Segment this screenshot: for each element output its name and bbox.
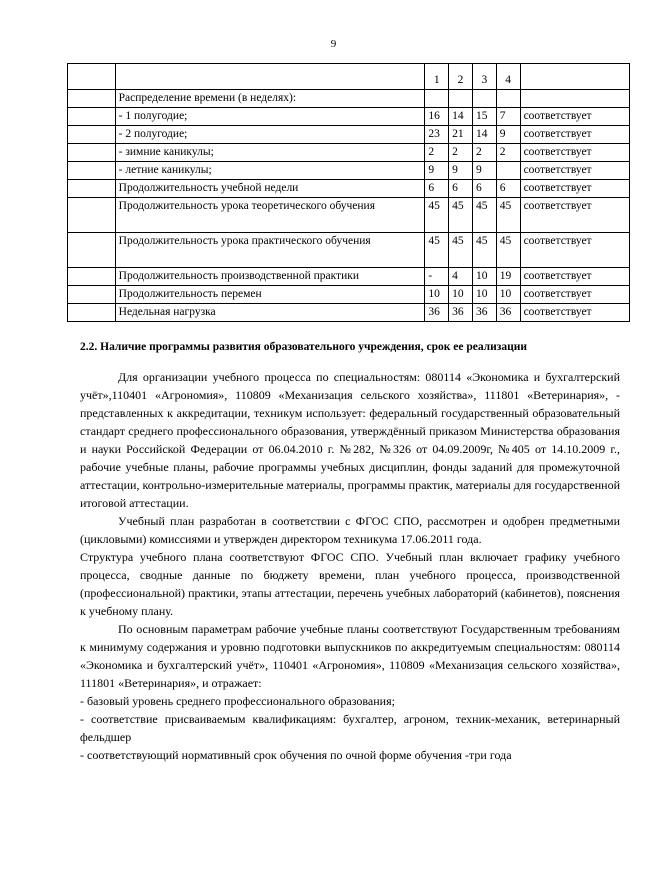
value-cell: 9 <box>425 162 449 180</box>
page-number: 9 <box>330 38 337 50</box>
table-cell <box>68 64 116 90</box>
value-cell: 6 <box>425 180 449 198</box>
value-cell: 2 <box>425 144 449 162</box>
value-cell: 9 <box>449 162 473 180</box>
value-cell: 10 <box>496 286 520 304</box>
status-cell: соответствует <box>520 126 629 144</box>
status-cell: соответствует <box>520 304 629 322</box>
value-cell: 45 <box>472 233 496 268</box>
value-cell: 45 <box>496 198 520 233</box>
status-cell: соответствует <box>520 162 629 180</box>
table-header-row <box>68 64 630 90</box>
table-cell <box>68 198 116 233</box>
value-cell: 2 <box>472 144 496 162</box>
table-cell <box>520 64 629 90</box>
status-cell: соответствует <box>520 108 629 126</box>
table-cell <box>68 162 116 180</box>
value-cell: 10 <box>472 286 496 304</box>
table-cell <box>68 286 116 304</box>
table-cell <box>115 64 425 90</box>
table-cell <box>68 126 116 144</box>
value-cell: 19 <box>496 268 520 286</box>
value-cell: 14 <box>449 108 473 126</box>
value-cell: 45 <box>425 233 449 268</box>
table-row <box>68 233 630 268</box>
value-cell: 6 <box>496 180 520 198</box>
row-label: Распределение времени (в неделях): <box>115 90 425 108</box>
value-cell <box>425 90 449 108</box>
value-cell: 7 <box>496 108 520 126</box>
table-row <box>68 268 630 286</box>
status-cell: соответствует <box>520 144 629 162</box>
table-row <box>68 180 630 198</box>
paragraph: По основным параметрам рабочие учебные планы соответствуют Государственным требованиям к минимуму содержания и уровню подготовки выпускников по аккредитуемым специальностям: 080114 «Экономика и бухгалтерский учёт», 110401 «Агрономия», 110809 «Механизация сельского хозяйства», 111801 «Ветеринария», и отражает: <box>80 622 620 690</box>
value-cell: 10 <box>449 286 473 304</box>
table-row <box>68 286 630 304</box>
value-cell: 45 <box>425 198 449 233</box>
value-cell <box>472 90 496 108</box>
value-cell: 16 <box>425 108 449 126</box>
row-label: - зимние каникулы; <box>115 144 425 162</box>
schedule-table <box>67 63 630 322</box>
row-label: Продолжительность производственной практики <box>115 268 425 286</box>
row-label: - 2 полугодие; <box>115 126 425 144</box>
status-cell: соответствует <box>520 180 629 198</box>
table-cell <box>68 304 116 322</box>
row-label: Продолжительность учебной недели <box>115 180 425 198</box>
value-cell: 36 <box>472 304 496 322</box>
value-cell: 10 <box>425 286 449 304</box>
value-cell: 45 <box>449 233 473 268</box>
header-cell: 2 <box>449 64 473 90</box>
value-cell: 6 <box>472 180 496 198</box>
row-label: - 1 полугодие; <box>115 108 425 126</box>
status-cell: соответствует <box>520 286 629 304</box>
value-cell: 10 <box>472 268 496 286</box>
value-cell: 9 <box>472 162 496 180</box>
table-row <box>68 144 630 162</box>
table-row <box>68 198 630 233</box>
header-cell: 1 <box>425 64 449 90</box>
table-cell <box>68 233 116 268</box>
status-cell: соответствует <box>520 233 629 268</box>
value-cell: 4 <box>449 268 473 286</box>
value-cell: 2 <box>449 144 473 162</box>
value-cell <box>496 162 520 180</box>
value-cell: - <box>425 268 449 286</box>
paragraph: Структура учебного плана соответствуют ФГОС СПО. Учебный план включает графику учебного процесса, сводные данные по бюджету времени, план учебного процесса, производственной (профессиональной) практики, этапы аттестации, перечень учебных лабораторий (кабинетов), пояснения к учебному плану. <box>80 550 620 618</box>
value-cell <box>449 90 473 108</box>
paragraph: Для организации учебного процесса по специальностям: 080114 «Экономика и бухгалтерский учёт»,110401 «Агрономия», 110809 «Механизация сельского хозяйства», 111801 «Ветеринария», - представленных к аккредитации, техникум использует: федеральный государственный образовательный стандарт среднего профессионального образования, утверждённый приказом Министерства образования и науки Российской Федерации от 06.04.2010 г. №282, №326 от 04.09.2009г, №405 от 14.10.2009 г., рабочие учебные планы, рабочие программы учебных дисциплин, фонды заданий для промежуточной аттестации, контрольно-измерительные материалы, программы практик, материалы для государственной итоговой аттестации. <box>80 370 620 510</box>
value-cell: 15 <box>472 108 496 126</box>
value-cell: 21 <box>449 126 473 144</box>
paragraph: Учебный план разработан в соответствии с ФГОС СПО, рассмотрен и одобрен предметными (цикловыми) комиссиями и утвержден директором техникума 17.06.2011 года. <box>80 514 620 546</box>
value-cell: 45 <box>496 233 520 268</box>
table-cell <box>68 108 116 126</box>
row-label: Продолжительность урока теоретического обучения <box>115 198 425 233</box>
section-title: 2.2. Наличие программы развития образовательного учреждения, срок ее реализации <box>80 341 528 353</box>
status-cell: соответствует <box>520 198 629 233</box>
table-cell <box>68 268 116 286</box>
status-cell: соответствует <box>520 268 629 286</box>
row-label: Недельная нагрузка <box>115 304 425 322</box>
table-row <box>68 108 630 126</box>
value-cell: 9 <box>496 126 520 144</box>
table-row <box>68 126 630 144</box>
list-item: - соответствующий нормативный срок обучения по очной форме обучения -три года <box>80 748 512 762</box>
value-cell: 14 <box>472 126 496 144</box>
table-row <box>68 162 630 180</box>
header-cell: 4 <box>496 64 520 90</box>
row-label: Продолжительность урока практического обучения <box>115 233 425 268</box>
table-cell <box>68 180 116 198</box>
value-cell: 45 <box>472 198 496 233</box>
value-cell: 36 <box>425 304 449 322</box>
value-cell: 36 <box>496 304 520 322</box>
value-cell: 6 <box>449 180 473 198</box>
value-cell: 45 <box>449 198 473 233</box>
list-item: - соответствие присваиваемым квалификациям: бухгалтер, агроном, техник-механик, ветеринарный фельдшер <box>80 712 620 744</box>
table-row <box>68 90 630 108</box>
value-cell: 2 <box>496 144 520 162</box>
status-cell <box>520 90 629 108</box>
value-cell <box>496 90 520 108</box>
row-label: Продолжительность перемен <box>115 286 425 304</box>
value-cell: 36 <box>449 304 473 322</box>
table-cell <box>68 90 116 108</box>
body-text <box>80 368 620 764</box>
row-label: - летние каникулы; <box>115 162 425 180</box>
list-item: - базовый уровень среднего профессионального образования; <box>80 694 395 708</box>
header-cell: 3 <box>472 64 496 90</box>
value-cell: 23 <box>425 126 449 144</box>
table-row <box>68 304 630 322</box>
table-cell <box>68 144 116 162</box>
